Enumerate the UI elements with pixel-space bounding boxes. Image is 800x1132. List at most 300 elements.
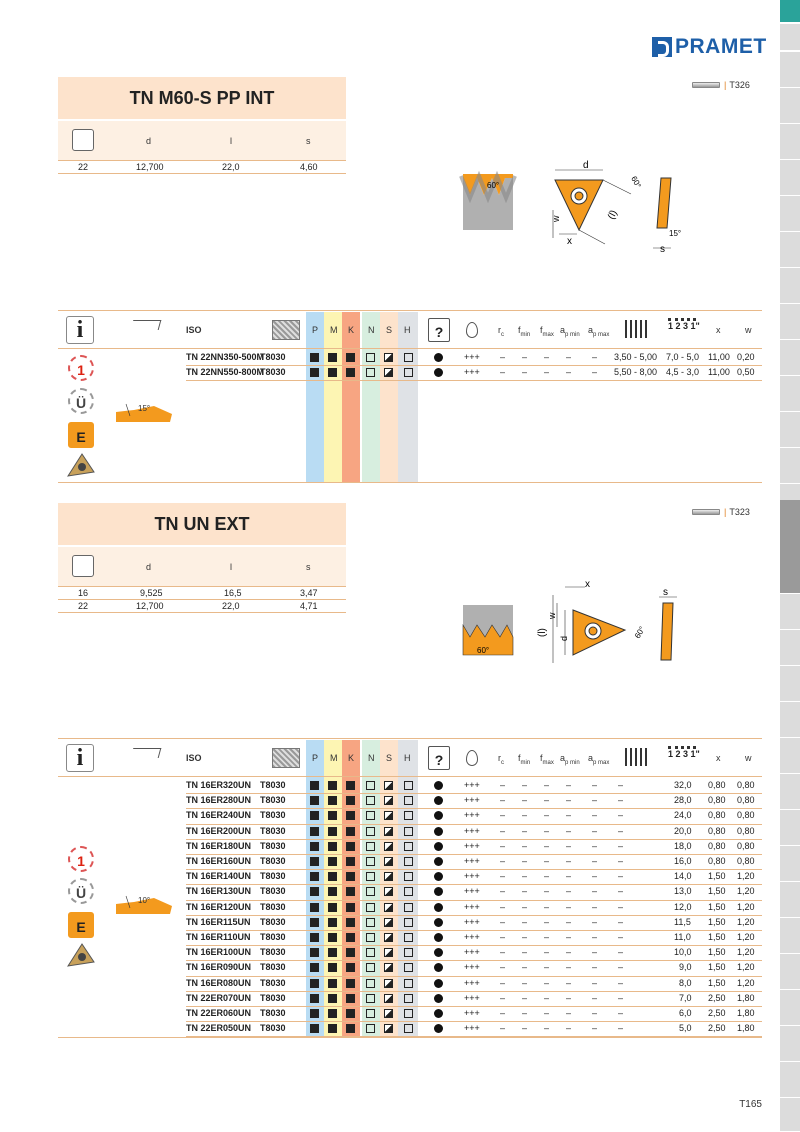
half-square-icon	[384, 948, 393, 957]
bullet-icon	[434, 1009, 443, 1018]
reference-code: T323	[729, 507, 750, 517]
d-label: d	[559, 635, 569, 641]
dash: –	[522, 871, 528, 882]
side-tab[interactable]	[780, 990, 800, 1026]
pitch-tpi: 5,0	[679, 1023, 692, 1034]
header-apmin: $a_{p min}$	[560, 753, 580, 766]
brand-name: PRAMET	[675, 35, 767, 58]
row-divider	[186, 930, 762, 931]
header-fmin: $f_{min}$	[518, 753, 531, 766]
dash: –	[544, 947, 550, 958]
filled-square-icon	[310, 918, 319, 927]
dash: –	[592, 795, 598, 806]
header-apmax: $a_{p max}$	[588, 325, 610, 338]
iso-code: TN 16ER115UN	[186, 916, 251, 927]
dash: –	[592, 367, 598, 377]
header-rc: $r_c$	[498, 325, 504, 338]
dash: –	[544, 1008, 550, 1018]
empty-square-icon	[404, 827, 413, 836]
w-value: 1,80	[737, 992, 755, 1003]
pramet-logo-icon	[652, 37, 672, 57]
pitch-tpi: 28,0	[674, 795, 692, 806]
empty-square-icon	[404, 1009, 413, 1018]
iso-code: TN 16ER140UN	[186, 871, 252, 882]
performance-rating: +++	[464, 977, 480, 988]
dash: –	[500, 1008, 506, 1018]
dash: –	[592, 947, 598, 958]
filled-square-icon	[328, 842, 337, 851]
x-value: 0,80	[708, 810, 726, 821]
filled-square-icon	[346, 994, 355, 1003]
l-label: (l)	[537, 628, 548, 637]
dimension-header	[58, 547, 346, 587]
filled-square-icon	[346, 796, 355, 805]
tip-angle-label: 60°	[632, 625, 647, 640]
dash: –	[500, 886, 506, 897]
iso-code: TN 16ER090UN	[186, 962, 252, 973]
dash: –	[618, 932, 624, 942]
grade: T8030	[260, 795, 286, 806]
row-divider	[186, 839, 762, 840]
side-tab[interactable]	[780, 1098, 800, 1132]
filled-square-icon	[346, 933, 355, 942]
dash: –	[618, 810, 624, 821]
half-square-icon	[384, 353, 393, 362]
dash: –	[500, 932, 506, 942]
dash: –	[500, 352, 506, 362]
filled-square-icon	[310, 948, 319, 957]
holder-reference[interactable]	[692, 80, 750, 90]
empty-square-icon	[404, 903, 413, 912]
dash: –	[566, 886, 572, 897]
pitch-tpi: 10,0	[674, 947, 692, 958]
dash: –	[618, 871, 624, 882]
side-tab[interactable]	[780, 738, 800, 774]
bullet-icon	[434, 994, 443, 1003]
side-tab[interactable]	[780, 376, 800, 412]
half-square-icon	[384, 903, 393, 912]
insert-photo-icon	[66, 942, 96, 968]
dimension-header	[58, 121, 346, 161]
filled-square-icon	[328, 796, 337, 805]
side-tab[interactable]	[780, 196, 800, 232]
dash: –	[500, 1023, 506, 1034]
empty-square-icon	[404, 811, 413, 820]
row-divider	[186, 380, 762, 381]
filled-square-icon	[346, 963, 355, 972]
bullet-icon	[434, 781, 443, 790]
material-header-s: S	[386, 325, 393, 335]
dash: –	[522, 795, 528, 806]
iso-code: TN 16ER160UN	[186, 856, 252, 866]
dash: –	[544, 840, 550, 851]
info-icon[interactable]: i	[66, 316, 94, 344]
grade: T8030	[260, 932, 286, 942]
dash: –	[566, 367, 572, 377]
dash: –	[592, 886, 598, 897]
performance-rating: +++	[464, 932, 480, 942]
dash: –	[544, 901, 550, 912]
insert-dimension-icon	[72, 129, 94, 151]
filled-square-icon	[328, 903, 337, 912]
empty-square-icon	[404, 842, 413, 851]
dash: –	[544, 886, 550, 897]
material-header-m: M	[330, 325, 338, 335]
pitch-tpi: 18,0	[674, 840, 692, 851]
dim-header-s: s	[306, 562, 311, 572]
row-divider	[186, 808, 762, 809]
dash: –	[618, 947, 624, 958]
grade: T8030	[260, 886, 286, 897]
x-value: 11,00	[708, 352, 730, 362]
x-value: 1,50	[708, 871, 726, 882]
grade: T8030	[260, 871, 286, 882]
dash: –	[566, 1008, 572, 1018]
filled-square-icon	[310, 827, 319, 836]
empty-square-icon	[404, 963, 413, 972]
dash: –	[592, 977, 598, 988]
empty-square-icon	[366, 963, 375, 972]
bullet-icon	[434, 811, 443, 820]
side-angle-label: 15°	[669, 229, 682, 238]
material-band-m	[324, 312, 342, 482]
grade: T8030	[260, 352, 286, 362]
first-choice-badge: 1	[68, 355, 94, 381]
grade: T8030	[260, 901, 286, 912]
holder-direction-icon	[131, 748, 162, 758]
dash: –	[618, 962, 624, 973]
header-divider	[58, 348, 762, 349]
coolant-drop-icon	[466, 750, 478, 766]
dim-l: 22,0	[222, 601, 240, 611]
dash: –	[592, 825, 598, 836]
dash: –	[500, 977, 506, 988]
grade: T8030	[260, 780, 286, 790]
header-apmax: $a_{p max}$	[588, 753, 610, 766]
filled-square-icon	[310, 1009, 319, 1018]
pitch-mm-icon	[622, 320, 648, 338]
dash: –	[544, 825, 550, 836]
dim-d: 12,700	[136, 162, 164, 172]
material-header-n: N	[368, 753, 375, 763]
filled-square-icon	[310, 933, 319, 942]
iso-code: TN 16ER200UN	[186, 825, 252, 836]
filled-square-icon	[328, 781, 337, 790]
dash: –	[566, 825, 572, 836]
dash: –	[522, 810, 528, 821]
s-label: s	[663, 587, 668, 598]
w-value: 0,20	[737, 352, 755, 362]
side-tab[interactable]	[780, 340, 800, 376]
dash: –	[566, 810, 572, 821]
filled-square-icon	[346, 353, 355, 362]
side-tab[interactable]	[780, 1062, 800, 1098]
material-band-n	[362, 312, 380, 482]
row-divider	[186, 945, 762, 946]
filled-square-icon	[346, 979, 355, 988]
dash: –	[522, 367, 528, 377]
dim-header-s: s	[306, 136, 311, 146]
pitch-mm-icon	[622, 748, 648, 766]
empty-square-icon	[404, 872, 413, 881]
empty-square-icon	[366, 994, 375, 1003]
x-value: 1,50	[708, 916, 726, 927]
half-square-icon	[384, 827, 393, 836]
side-tab[interactable]	[780, 268, 800, 304]
w-value: 1,20	[737, 962, 755, 973]
side-tab[interactable]	[780, 954, 800, 990]
dash: –	[522, 932, 528, 942]
dash: –	[592, 992, 598, 1003]
filled-square-icon	[310, 994, 319, 1003]
half-square-icon	[384, 842, 393, 851]
side-tab[interactable]	[780, 918, 800, 954]
side-tab[interactable]	[780, 810, 800, 846]
side-tab[interactable]	[780, 232, 800, 268]
material-band-p	[306, 312, 324, 482]
material-header-n: N	[368, 325, 375, 335]
side-tab[interactable]	[780, 124, 800, 160]
x-header: x	[716, 753, 721, 763]
filled-square-icon	[346, 903, 355, 912]
dash: –	[618, 1023, 624, 1034]
dash: –	[618, 795, 624, 806]
x-value: 2,50	[708, 1008, 726, 1018]
dash: –	[566, 352, 572, 362]
x-value: 2,50	[708, 1023, 726, 1034]
grade: T8030	[260, 1008, 286, 1018]
pitch-range: 5,50 - 8,00	[614, 367, 658, 377]
material-header-p: P	[312, 753, 319, 763]
empty-square-icon	[404, 353, 413, 362]
filled-square-icon	[346, 781, 355, 790]
side-tab[interactable]	[780, 304, 800, 340]
w-label: w	[551, 215, 561, 222]
dash: –	[500, 901, 506, 912]
dash: –	[500, 795, 506, 806]
pitch-tpi: 11,5	[674, 916, 691, 927]
pitch-tpi: 16,0	[674, 856, 692, 866]
dash: –	[592, 1023, 598, 1034]
row-divider	[186, 869, 762, 870]
dash: –	[500, 856, 506, 866]
filled-square-icon	[346, 811, 355, 820]
dim-l: 22,0	[222, 162, 240, 172]
empty-square-icon	[366, 918, 375, 927]
performance-rating: +++	[464, 947, 480, 958]
reference-code: T326	[729, 80, 750, 90]
side-tab[interactable]	[780, 448, 800, 484]
side-tab[interactable]	[780, 412, 800, 448]
tpi-range: 4,5 - 3,0	[666, 367, 700, 377]
insert-angle-label: 15°	[138, 404, 151, 413]
empty-square-icon	[404, 948, 413, 957]
empty-square-icon	[366, 781, 375, 790]
iso-code: TN 16ER180UN	[186, 840, 252, 851]
filled-square-icon	[346, 872, 355, 881]
economy-badge: E	[68, 912, 94, 938]
empty-square-icon	[366, 1024, 375, 1033]
dash: –	[522, 901, 528, 912]
pitch-inch-icon: 1 2 3 1"	[668, 318, 696, 342]
iso-code: TN 16ER080UN	[186, 977, 252, 988]
l-label: (l)	[605, 208, 620, 222]
side-tab[interactable]	[780, 702, 800, 738]
side-tab[interactable]	[780, 0, 800, 23]
dash: –	[592, 932, 598, 942]
dash: –	[618, 992, 624, 1003]
w-value: 1,20	[737, 886, 755, 897]
empty-square-icon	[366, 948, 375, 957]
insert-drawing-int	[455, 150, 695, 260]
filled-square-icon	[346, 368, 355, 377]
side-tab[interactable]	[780, 630, 800, 666]
bullet-icon	[434, 979, 443, 988]
filled-square-icon	[310, 796, 319, 805]
grade: T8030	[260, 840, 286, 851]
x-value: 0,80	[708, 856, 726, 866]
coating-icon	[272, 320, 300, 340]
x-value: 1,50	[708, 886, 726, 897]
dash: –	[592, 1008, 598, 1018]
empty-square-icon	[366, 796, 375, 805]
grade: T8030	[260, 1023, 286, 1034]
bullet-icon	[434, 842, 443, 851]
iso-code: TN 22ER060UN	[186, 1008, 252, 1018]
side-tab[interactable]	[780, 774, 800, 810]
dash: –	[522, 1008, 528, 1018]
dash: –	[566, 992, 572, 1003]
dash: –	[522, 780, 528, 790]
dash: –	[500, 962, 506, 973]
filled-square-icon	[328, 918, 337, 927]
dash: –	[566, 932, 572, 942]
performance-rating: +++	[464, 901, 480, 912]
side-tab[interactable]	[780, 882, 800, 918]
dash: –	[566, 962, 572, 973]
empty-square-icon	[366, 368, 375, 377]
table-top-divider	[58, 738, 762, 739]
empty-square-icon	[366, 887, 375, 896]
side-tab[interactable]	[780, 1026, 800, 1062]
half-square-icon	[384, 781, 393, 790]
half-square-icon	[384, 979, 393, 988]
dash: –	[618, 1008, 624, 1018]
side-tab[interactable]	[780, 52, 800, 88]
dash: –	[522, 840, 528, 851]
header-fmax: $f_{max}$	[540, 325, 554, 338]
bullet-icon	[434, 857, 443, 866]
filled-square-icon	[346, 842, 355, 851]
filled-square-icon	[346, 887, 355, 896]
side-tab[interactable]	[780, 88, 800, 124]
alternative-badge: Ü	[68, 878, 94, 904]
side-tab[interactable]	[780, 500, 800, 594]
dash: –	[618, 901, 624, 912]
iso-code: TN 16ER100UN	[186, 947, 252, 958]
page-number: T165	[739, 1099, 762, 1110]
filled-square-icon	[328, 963, 337, 972]
header-fmax: $f_{max}$	[540, 753, 554, 766]
dash: –	[522, 916, 528, 927]
performance-rating: +++	[464, 810, 480, 821]
insert-drawing-ext	[455, 575, 695, 675]
side-tab[interactable]	[780, 160, 800, 196]
filled-square-icon	[346, 1024, 355, 1033]
dash: –	[544, 780, 550, 790]
side-tab[interactable]	[780, 846, 800, 882]
w-value: 1,20	[737, 916, 755, 927]
material-band-h	[398, 312, 418, 482]
info-icon[interactable]: i	[66, 744, 94, 772]
material-band-k	[342, 312, 360, 482]
header-fmin: $f_{min}$	[518, 325, 531, 338]
material-header-k: K	[348, 325, 355, 335]
iso-header: ISO	[186, 325, 202, 335]
w-value: 0,50	[737, 367, 755, 377]
grade: T8030	[260, 367, 286, 377]
performance-rating: +++	[464, 886, 480, 897]
coating-icon	[272, 748, 300, 768]
half-square-icon	[384, 887, 393, 896]
dash: –	[522, 1023, 528, 1034]
holder-reference[interactable]	[692, 507, 750, 517]
dim-size: 22	[78, 601, 89, 611]
material-header-h: H	[404, 753, 411, 763]
filled-square-icon	[346, 918, 355, 927]
iso-code: TN 16ER110UN	[186, 932, 251, 942]
x-value: 0,80	[708, 780, 726, 790]
side-tab[interactable]	[780, 666, 800, 702]
side-tab[interactable]	[780, 594, 800, 630]
dash: –	[500, 780, 506, 790]
filled-square-icon	[328, 994, 337, 1003]
performance-rating: +++	[464, 916, 480, 927]
empty-square-icon	[404, 368, 413, 377]
dash: –	[618, 825, 624, 836]
bullet-icon	[434, 933, 443, 942]
half-square-icon	[384, 1024, 393, 1033]
empty-square-icon	[366, 842, 375, 851]
profile-angle-label: 60°	[487, 181, 500, 190]
filled-square-icon	[310, 887, 319, 896]
dash: –	[544, 795, 550, 806]
iso-code: TN 16ER280UN	[186, 795, 252, 806]
row-divider	[186, 900, 762, 901]
half-square-icon	[384, 963, 393, 972]
side-tab[interactable]	[780, 24, 800, 51]
bullet-icon	[434, 887, 443, 896]
bullet-icon	[434, 827, 443, 836]
x-value: 2,50	[708, 992, 726, 1003]
header-divider	[58, 776, 762, 777]
empty-square-icon	[366, 1009, 375, 1018]
bullet-icon	[434, 948, 443, 957]
x-label: x	[567, 236, 572, 247]
dash: –	[544, 367, 550, 377]
w-value: 0,80	[737, 856, 755, 866]
bullet-icon	[434, 872, 443, 881]
grade: T8030	[260, 947, 286, 958]
dash: –	[522, 992, 528, 1003]
pitch-tpi: 7,0	[679, 992, 692, 1003]
pitch-tpi: 11,0	[674, 932, 691, 942]
half-square-icon	[384, 368, 393, 377]
dim-size: 22	[78, 162, 89, 172]
empty-square-icon	[366, 872, 375, 881]
row-divider	[186, 1021, 762, 1022]
dash: –	[618, 780, 624, 790]
